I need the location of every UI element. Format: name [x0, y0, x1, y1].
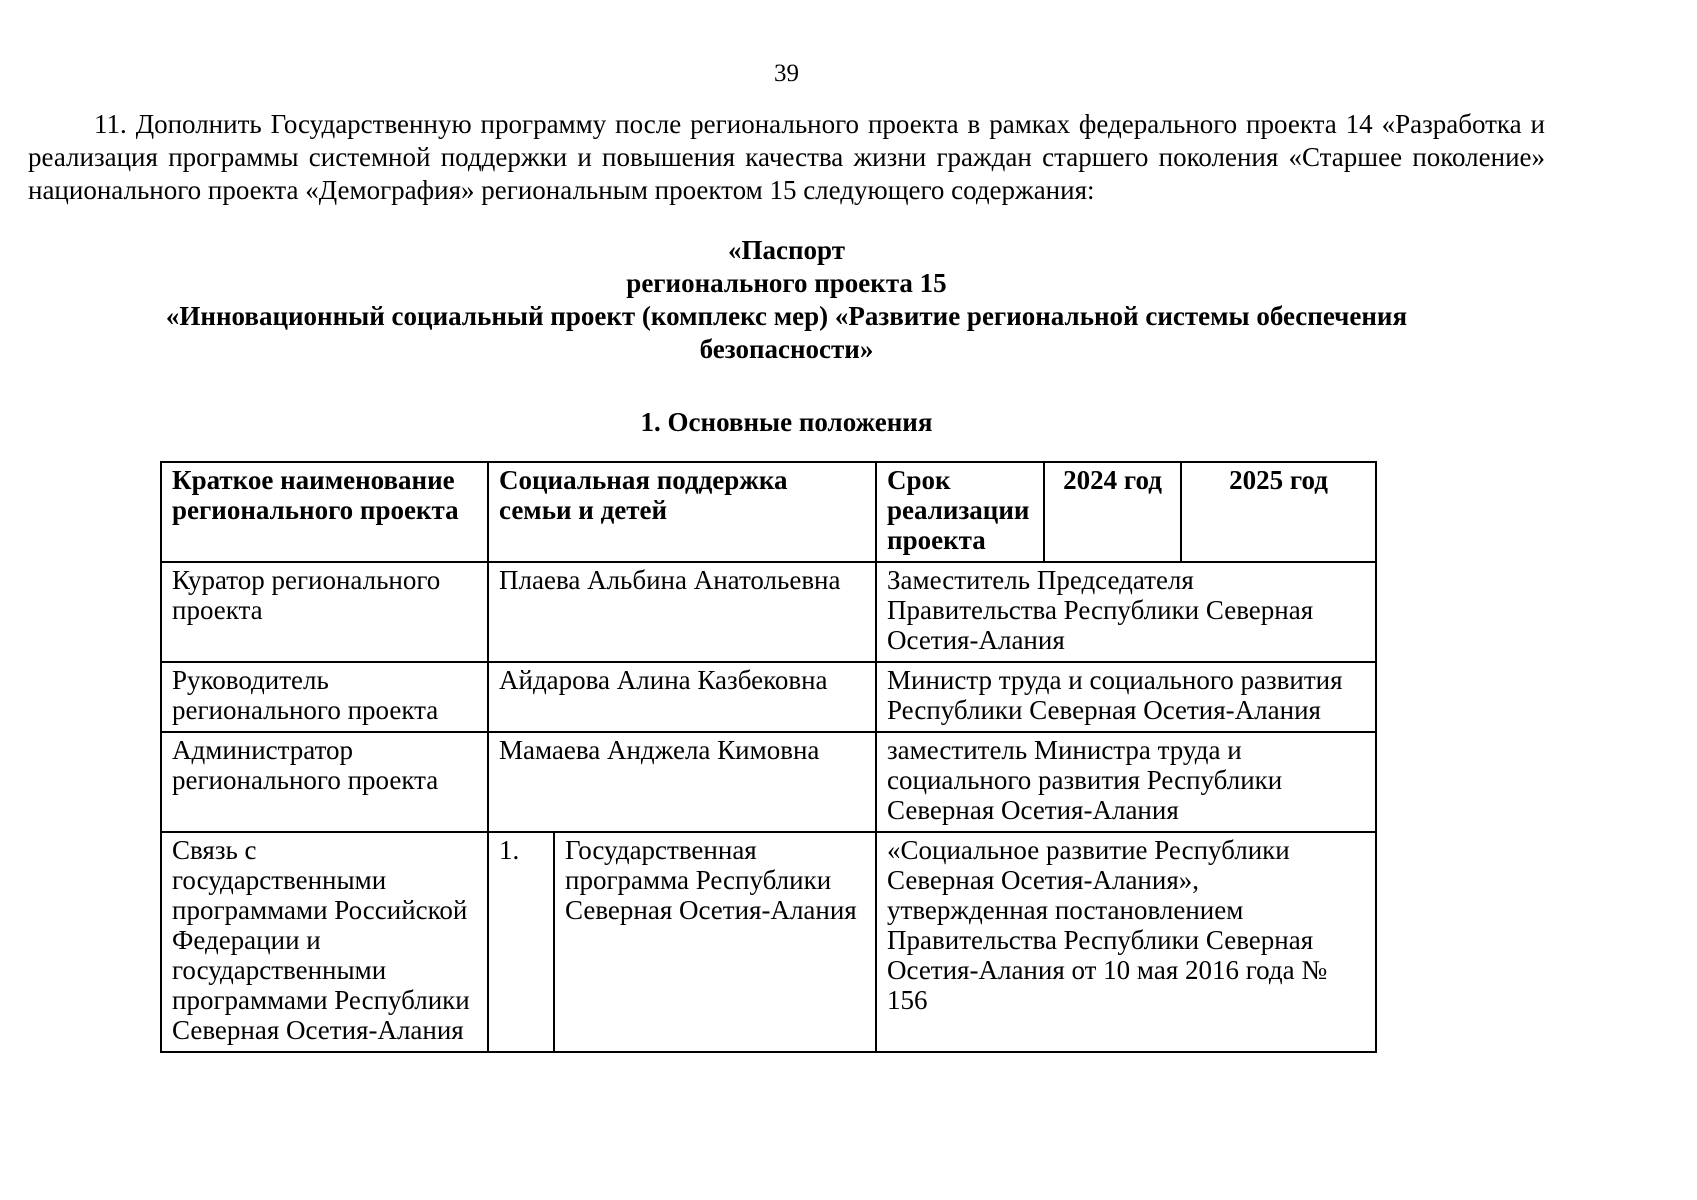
state-programs-program-cell: Государственная программа Республики Северная Осетия-Алания	[554, 832, 876, 1052]
leader-name-cell: Айдарова Алина Казбековна	[488, 662, 876, 732]
section-heading: 1. Основные положения	[640, 407, 933, 437]
state-programs-label-cell: Связь с государственными программами Российской Федерации и государственными программами Республики Северная Осетия-Алания	[161, 832, 488, 1052]
administrator-label-cell: Администратор регионального проекта	[161, 732, 488, 832]
document-page	[28, 0, 1545, 1053]
header-cell-year-2024: 2024 год	[1044, 462, 1181, 562]
passport-heading-line2: регионального проекта 15	[626, 268, 947, 298]
passport-heading-line3: «Инновационный социальный проект (комплекс мер) «Развитие региональной системы обеспечения безопасности»	[165, 301, 1408, 364]
header-cell-social-support: Социальная поддержка семьи и детей	[488, 462, 876, 562]
curator-name-cell: Плаева Альбина Анатольевна	[488, 562, 876, 662]
table-row-curator	[161, 562, 1376, 662]
table-row-leader	[161, 662, 1376, 732]
curator-position-cell: Заместитель Председателя Правительства Республики Северная Осетия-Алания	[876, 562, 1376, 662]
state-programs-detail-cell: «Социальное развитие Республики Северная Осетия-Алания», утвержденная постановлением Правительства Республики Северная Осетия-Алания от 10 мая 2016 года № 156	[876, 832, 1376, 1052]
header-cell-year-2025: 2025 год	[1181, 462, 1376, 562]
header-cell-period: Срок реализации проекта	[876, 462, 1044, 562]
table-header-row	[161, 462, 1376, 562]
intro-paragraph: 11. Дополнить Государственную программу после регионального проекта в рамках федерального проекта 14 «Разработка и реализация программы системной поддержки и повышения качества жизни граждан старшего поколения «Старшее поколение» национального проекта «Демография» региональным проектом 15 следующего содержания:	[28, 109, 1545, 205]
page-number: 39	[774, 60, 799, 87]
main-table	[160, 461, 1377, 1053]
curator-label-cell: Куратор регионального проекта	[161, 562, 488, 662]
state-programs-number-cell: 1.	[488, 832, 554, 1052]
table-row-state-programs	[161, 832, 1376, 1052]
header-cell-short-name: Краткое наименование регионального проекта	[161, 462, 488, 562]
leader-label-cell: Руководитель регионального проекта	[161, 662, 488, 732]
passport-heading	[28, 234, 1545, 366]
administrator-name-cell: Мамаева Анджела Кимовна	[488, 732, 876, 832]
administrator-position-cell: заместитель Министра труда и социального развития Республики Северная Осетия-Алания	[876, 732, 1376, 832]
table-row-administrator	[161, 732, 1376, 832]
passport-heading-line1: «Паспорт	[728, 235, 845, 265]
leader-position-cell: Министр труда и социального развития Республики Северная Осетия-Алания	[876, 662, 1376, 732]
